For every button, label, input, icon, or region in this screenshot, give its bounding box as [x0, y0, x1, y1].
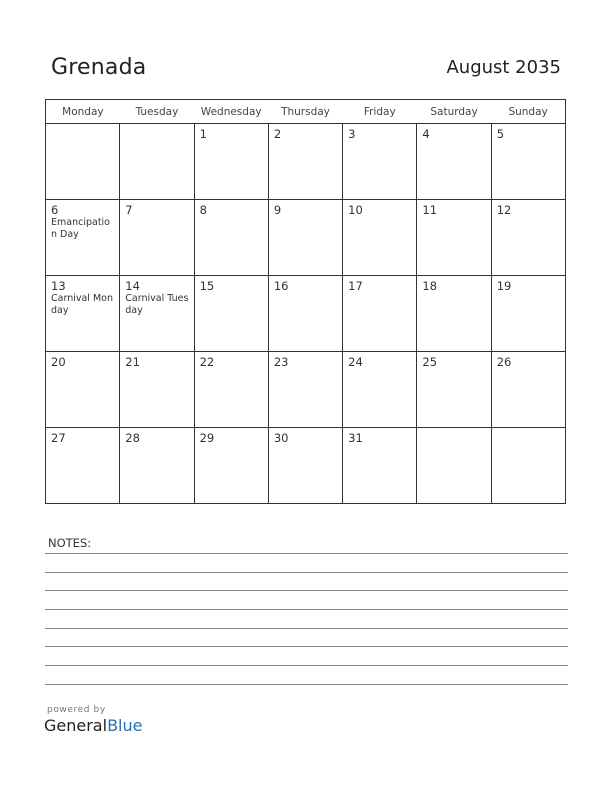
calendar-day-cell: [46, 428, 120, 504]
day-number: 3: [348, 127, 356, 141]
calendar-day-cell: [46, 352, 120, 428]
day-number: 19: [496, 279, 512, 293]
day-number: 21: [125, 355, 140, 369]
calendar-day-cell: [417, 276, 491, 352]
day-number: 10: [348, 203, 363, 217]
calendar-week-row: [46, 200, 566, 276]
calendar-day-cell: [268, 276, 342, 352]
note-line: [45, 684, 568, 685]
calendar-day-cell: [268, 200, 342, 276]
day-number: 18: [422, 279, 438, 293]
day-number: 9: [273, 203, 282, 217]
calendar-month-year: August 2035: [446, 57, 561, 78]
calendar-day-cell: [343, 124, 417, 200]
day-number: 2: [273, 127, 282, 141]
calendar-day-cell: [120, 352, 194, 428]
day-number: 27: [51, 431, 66, 445]
logo-general-text: General: [44, 716, 108, 735]
day-number: 14: [125, 279, 140, 293]
day-number: 13: [51, 279, 66, 293]
generalblue-logo: [44, 716, 142, 735]
calendar-day-cell: [343, 352, 417, 428]
day-number: 8: [199, 203, 207, 217]
calendar-day-cell: [343, 276, 417, 352]
calendar-day-cell: [491, 428, 565, 504]
weekday-friday: Friday: [343, 100, 417, 124]
calendar-day-cell: [491, 124, 565, 200]
calendar-day-cell: [194, 352, 268, 428]
calendar-day-cell: [343, 428, 417, 504]
holiday-label: Carnival Monday: [51, 293, 113, 316]
calendar-day-cell: [491, 276, 565, 352]
calendar-day-cell: [268, 124, 342, 200]
calendar-country-title: Grenada: [51, 55, 147, 80]
note-line: [45, 665, 568, 666]
weekday-thursday: Thursday: [268, 100, 342, 124]
day-number: 11: [422, 203, 438, 217]
weekday-wednesday: Wednesday: [194, 100, 268, 124]
day-number: 30: [273, 431, 289, 445]
day-number: 23: [273, 355, 289, 369]
calendar-day-cell: [417, 428, 491, 504]
calendar-day-cell: [194, 428, 268, 504]
day-number: 26: [496, 355, 512, 369]
note-line: [45, 609, 568, 610]
holiday-label: Emancipation Day: [51, 217, 110, 240]
calendar-week-row: [46, 352, 566, 428]
powered-by-text: powered by: [47, 705, 106, 715]
day-number: 20: [51, 355, 66, 369]
weekday-sunday: Sunday: [491, 100, 565, 124]
calendar-day-cell: [46, 124, 120, 200]
holiday-label: Carnival Tuesday: [125, 293, 189, 316]
calendar-day-cell: [46, 200, 120, 276]
calendar-day-cell: [417, 352, 491, 428]
calendar-week-row: [46, 124, 566, 200]
note-line: [45, 572, 568, 573]
note-line: [45, 628, 568, 629]
logo-blue-text: Blue: [107, 716, 143, 735]
calendar-day-cell: [120, 200, 194, 276]
calendar-day-cell: [120, 428, 194, 504]
day-number: 25: [422, 355, 438, 369]
note-line: [45, 553, 568, 554]
day-number: 31: [348, 431, 363, 445]
day-number: 7: [125, 203, 133, 217]
calendar-day-cell: [417, 200, 491, 276]
calendar-day-cell: [194, 200, 268, 276]
day-number: 28: [125, 431, 140, 445]
day-number: 17: [348, 279, 363, 293]
day-number: 6: [51, 203, 59, 217]
day-number: 29: [199, 431, 215, 445]
weekday-saturday: Saturday: [417, 100, 491, 124]
day-number: 4: [422, 127, 430, 141]
day-number: 15: [199, 279, 215, 293]
note-line: [45, 646, 568, 647]
calendar-day-cell: [417, 124, 491, 200]
day-number: 1: [199, 127, 207, 141]
calendar-day-cell: [46, 276, 120, 352]
day-number: 24: [348, 355, 363, 369]
calendar-weeks: [46, 124, 566, 504]
calendar-day-cell: [268, 352, 342, 428]
calendar-day-cell: [491, 352, 565, 428]
day-number: 12: [496, 203, 512, 217]
day-number: 22: [199, 355, 215, 369]
calendar-week-row: [46, 428, 566, 504]
calendar-day-cell: [194, 276, 268, 352]
weekday-monday: Monday: [46, 100, 120, 124]
note-line: [45, 590, 568, 591]
calendar-day-cell: [120, 124, 194, 200]
notes-label: NOTES:: [48, 536, 92, 550]
weekday-tuesday: Tuesday: [120, 100, 194, 124]
calendar-day-cell: [268, 428, 342, 504]
calendar-day-cell: [343, 200, 417, 276]
day-number: 16: [273, 279, 289, 293]
calendar-day-cell: [120, 276, 194, 352]
calendar-day-cell: [491, 200, 565, 276]
calendar-day-cell: [194, 124, 268, 200]
calendar-grid: [45, 99, 566, 504]
weekday-header-row: [46, 100, 566, 124]
day-number: 5: [496, 127, 505, 141]
calendar-week-row: [46, 276, 566, 352]
